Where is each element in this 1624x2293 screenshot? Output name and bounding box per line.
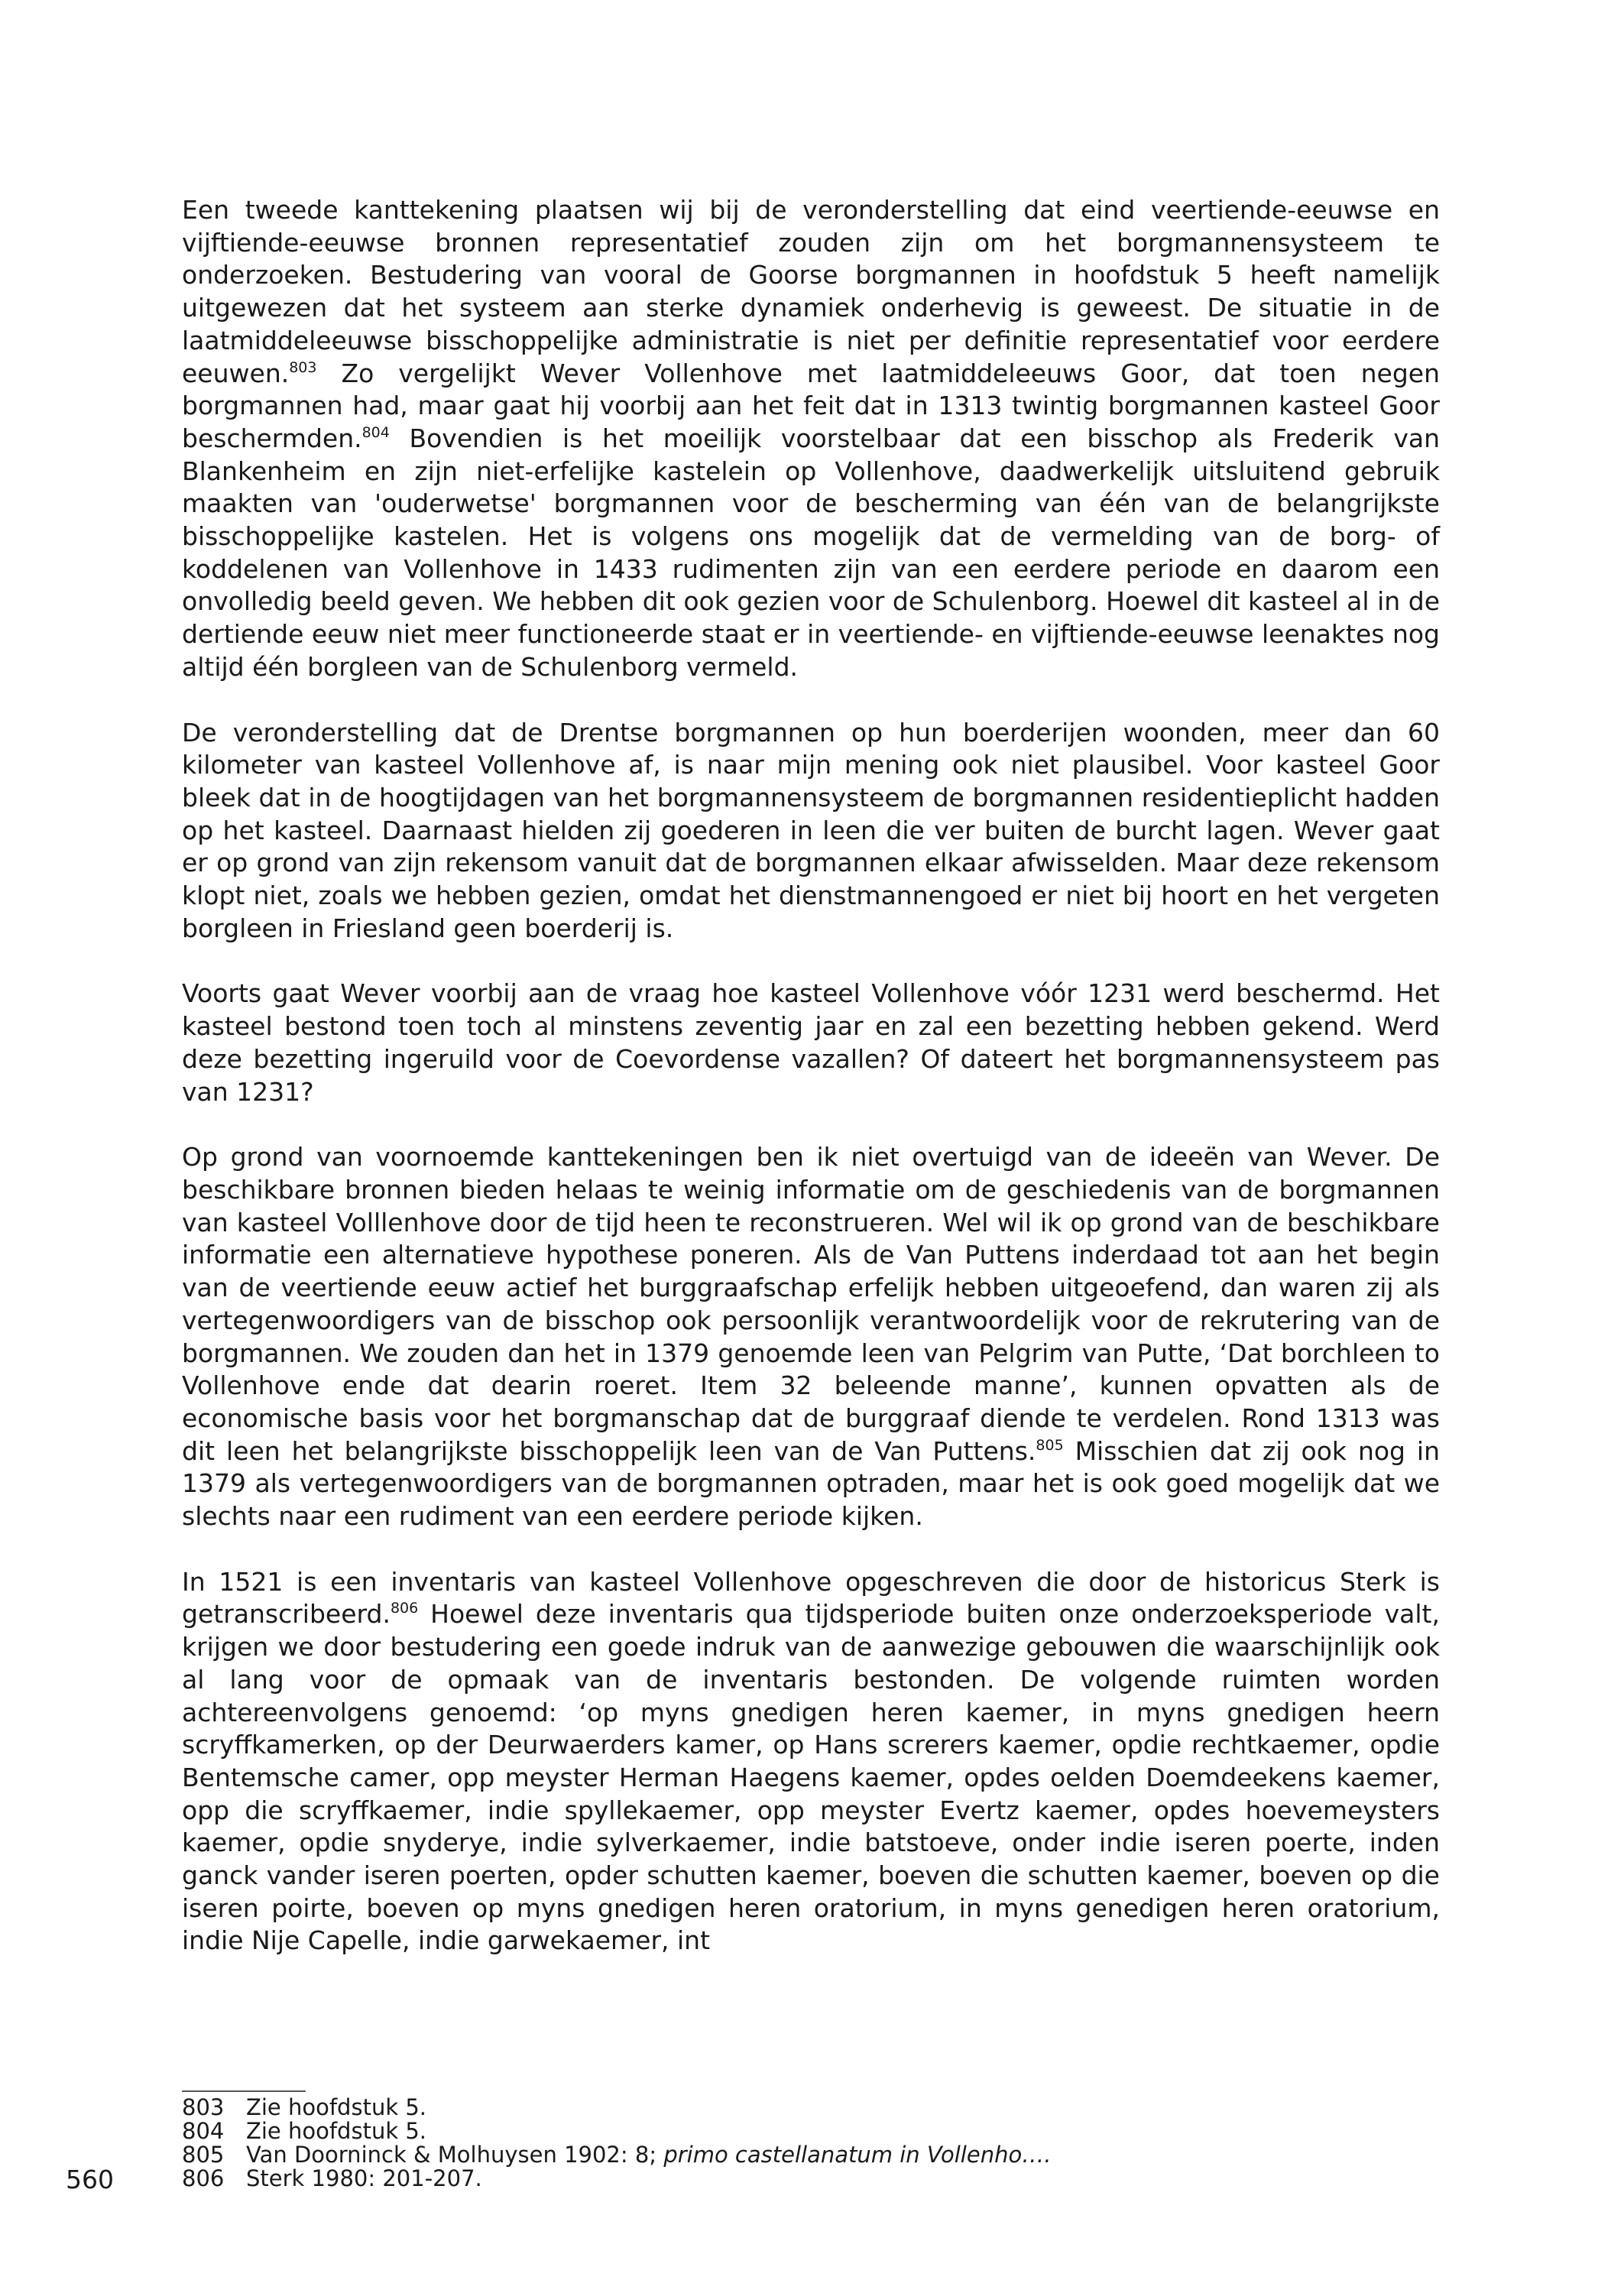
footnote-number: 805	[182, 2142, 225, 2168]
paragraph-text: Zo vergelijkt Wever Vollenhove met laatmiddeleeuws Goor, dat toen negen borgmannen had, maar gaat hij voorbij aan het feit dat in 1313 twintig borgmannen kasteel Goor beschermden.	[182, 358, 1440, 453]
footnote-divider	[182, 2090, 306, 2092]
footnote-806	[182, 2167, 1440, 2191]
footnote-number: 804	[182, 2118, 225, 2144]
footnote-number: 806	[182, 2165, 225, 2191]
footnote-plain-text: Zie hoofdstuk 5.	[246, 2118, 427, 2144]
footnote-text	[246, 2167, 482, 2191]
paragraph-text: Voorts gaat Wever voorbij aan de vraag hoe kasteel Vollenhove vóór 1231 werd beschermd. Het kasteel bestond toen toch al minstens zeventig jaar en zal een bezetting hebben gekend. Werd deze bezetting ingeruild voor de Coevordense vazallen? Of dateert het borgmannensysteem pas van 1231?	[182, 978, 1440, 1107]
footnote-plain-text: Sterk 1980: 201-207.	[246, 2165, 482, 2191]
footnote-ref-806[interactable]: 806	[390, 1600, 419, 1617]
footnote-plain-text: Zie hoofdstuk 5.	[246, 2094, 427, 2120]
paragraph-text: De veronderstelling dat de Drentse borgmannen op hun boerderijen woonden, meer dan 60 kilometer van kasteel Vollenhove af, is naar mijn mening ook niet plausibel. Voor kasteel Goor bleek dat in de hoogtijdagen van het borgmannensysteem de borgmannen residentieplicht hadden op het kasteel. Daarnaast hielden zij goederen in leen die ver buiten de burcht lagen. Wever gaat er op grond van zijn rekensom vanuit dat de borgmannen elkaar afwisselden. Maar deze rekensom klopt niet, zoals we hebben gezien, omdat het dienstmannengoed er niet bij hoort en het vergeten borgleen in Friesland geen boerderij is.	[182, 717, 1440, 943]
paragraph-4	[182, 1141, 1440, 1532]
paragraph-text: Een tweede kanttekening plaatsen wij bij de veronderstelling dat eind veertiende-eeuwse en vijftiende-eeuwse bronnen representatief zouden zijn om het borgmannensysteem te onderzoeken. Bestudering van vooral de Goorse borgmannen in hoofdstuk 5 heeft namelijk uitgewezen dat het systeem aan sterke dynamiek onderhevig is geweest. De situatie in de laatmiddeleeuwse bisschoppelijke administratie is niet per definitie representatief voor eerdere eeuwen.	[182, 195, 1440, 388]
paragraph-1	[182, 194, 1440, 684]
body-text	[182, 194, 1440, 1957]
footnote-803	[182, 2096, 1440, 2119]
footnote-ref-804[interactable]: 804	[361, 423, 390, 441]
footnote-804	[182, 2119, 1440, 2143]
footnote-805	[182, 2143, 1440, 2167]
footnote-plain-text: Van Doorninck & Molhuysen 1902: 8;	[246, 2142, 664, 2168]
footnote-text	[246, 2143, 1051, 2167]
footnote-ref-805[interactable]: 805	[1036, 1436, 1064, 1454]
paragraph-text: In 1521 is een inventaris van kasteel Vollenhove opgeschreven die door de historicus Sterk is getranscribeerd.	[182, 1566, 1440, 1630]
paragraph-2	[182, 717, 1440, 945]
paragraph-text: Misschien dat zij ook nog in 1379 als vertegenwoordigers van de borgmannen optraden, maar het is ook goed mogelijk dat we slechts naar een rudiment van een eerdere periode kijken.	[182, 1435, 1440, 1532]
paragraph-text: Hoewel deze inventaris qua tijdsperiode buiten onze onderzoeksperiode valt, krijgen we door bestudering een goede indruk van de aanwezige gebouwen die waarschijnlijk ook al lang voor de opmaak van de inventaris bestonden. De volgende ruimten worden achtereenvolgens genoemd: ‘op myns gnedigen heren kaemer, in myns gnedigen heern scryffkamerken, op der Deurwaerders kamer, op Hans screrers kaemer, opdie rechtkaemer, opdie Bentemsche camer, opp meyster Herman Haegens kaemer, opdes oelden Doemdeekens kaemer, opp die scryffkaemer, indie spyllekaemer, opp meyster Evertz kaemer, opdes hoevemeysters kaemer, opdie snyderye, indie sylverkaemer, indie batstoeve, onder indie iseren poerte, inden ganck vander iseren poerten, opder schutten kaemer, boeven die schutten kaemer, boeven op die iseren poirte, boeven op myns gnedigen heren oratorium, in myns genedigen heren oratorium, indie Nije Capelle, indie garwekaemer, int	[182, 1599, 1440, 1956]
paragraph-text: Bovendien is het moeilijk voorstelbaar dat een bisschop als Frederik van Blankenheim en zijn niet-erfelijke kastelein op Vollenhove, daadwerkelijk uitsluitend gebruik maakten van 'ouderwetse' borgmannen voor de bescherming van één van de belangrijkste bisschoppelijke kastelen. Het is volgens ons mogelijk dat de vermelding van de borg- of koddelenen van Vollenhove in 1433 rudimenten zijn van een eerdere periode en daarom een onvolledig beeld geven. We hebben dit ook gezien voor de Schulenborg. Hoewel dit kasteel al in de dertiende eeuw niet meer functioneerde staat er in veertiende- en vijftiende-eeuwse leenaktes nog altijd één borgleen van de Schulenborg vermeld.	[182, 423, 1440, 682]
footnotes	[182, 2096, 1440, 2191]
footnote-ref-803[interactable]: 803	[289, 358, 317, 376]
paragraph-3	[182, 978, 1440, 1108]
footnote-text	[246, 2119, 426, 2143]
paragraph-text: Op grond van voornoemde kanttekeningen ben ik niet overtuigd van de ideeën van Wever. De beschikbare bronnen bieden helaas te weinig informatie om de geschiedenis van de borgmannen van kasteel Volllenhove door de tijd heen te reconstrueren. Wel wil ik op grond van de beschikbare informatie een alternatieve hypothese poneren. Als de Van Puttens inderdaad tot aan het begin van de veertiende eeuw actief het burggraafschap erfelijk hebben uitgeoefend, dan waren zij als vertegenwoordigers van de bisschop ook persoonlijk verantwoordelijk voor de rekrutering van de borgmannen. We zouden dan het in 1379 genoemde leen van Pelgrim van Putte, ‘Dat borchleen to Vollenhove ende dat dearin roeret. Item 32 beleende manne’, kunnen opvatten als de economische basis voor het borgmanschap dat de burggraaf diende te verdelen. Rond 1313 was dit leen het belangrijkste bisschoppelijk leen van de Van Puttens.	[182, 1142, 1440, 1466]
paragraph-5	[182, 1566, 1440, 1957]
footnote-number: 803	[182, 2094, 225, 2120]
page-number: 560	[66, 2165, 114, 2194]
footnote-italic-text: primo castellanatum in Vollenho….	[663, 2142, 1052, 2168]
footnote-text	[246, 2096, 426, 2119]
